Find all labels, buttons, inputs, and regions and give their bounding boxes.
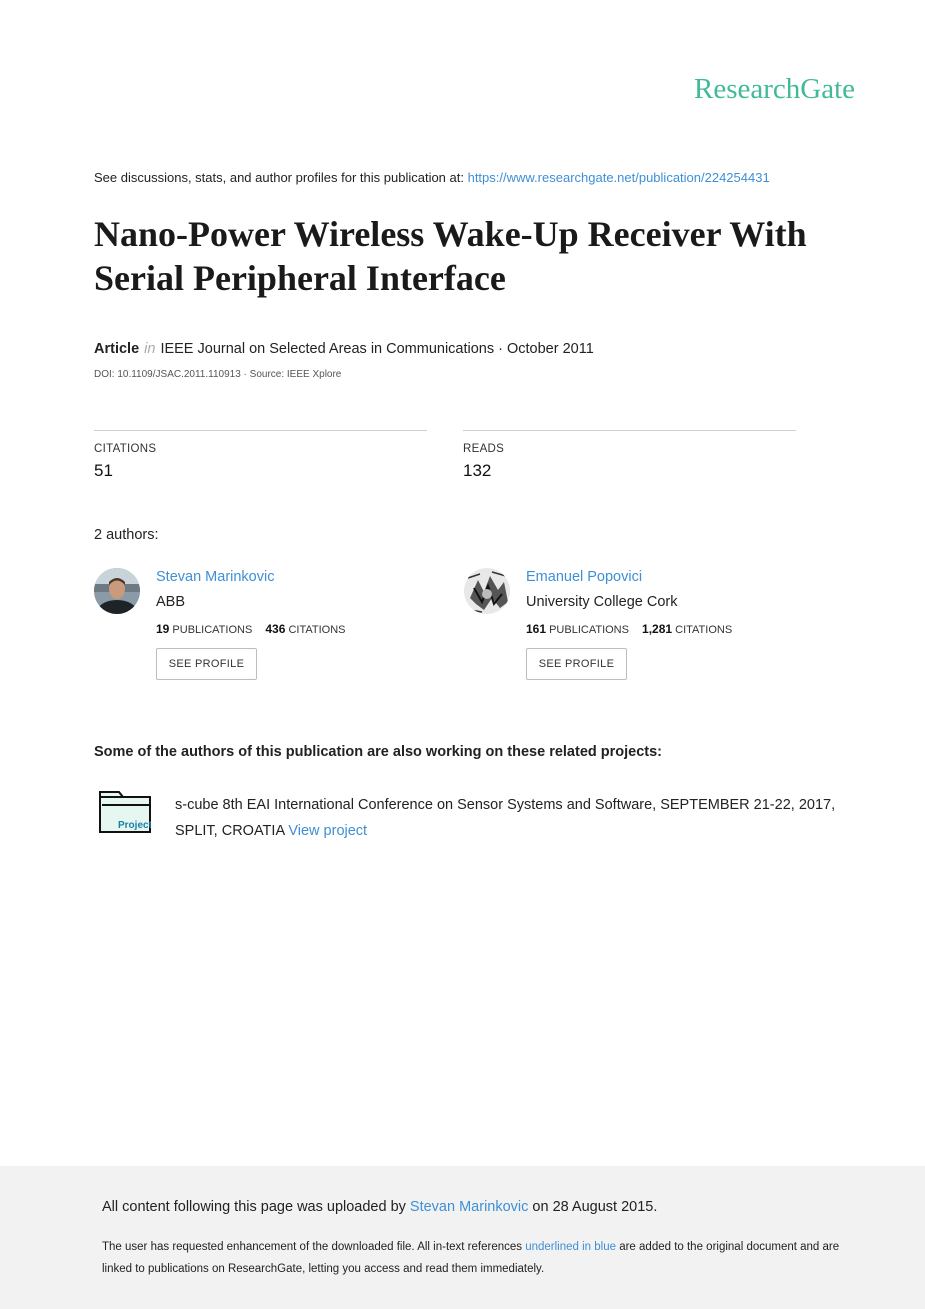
see-profile-button[interactable]: SEE PROFILE [526, 648, 627, 680]
author-citations-label: CITATIONS [288, 624, 346, 636]
publication-url-link[interactable]: https://www.researchgate.net/publication/224254431 [467, 170, 770, 185]
project-icon-label: Project [118, 820, 151, 831]
doi-line: DOI: 10.1109/JSAC.2011.110913 · Source: IEEE Xplore [94, 369, 342, 380]
source-prefix: See discussions, stats, and author profiles for this publication at: [94, 170, 468, 185]
project-folder-icon [99, 791, 151, 833]
author-publications-count: 161 [526, 622, 547, 636]
citations-stat [94, 430, 427, 481]
note-link: underlined in blue [525, 1241, 617, 1253]
publication-title: Nano-Power Wireless Wake-Up Receiver With Serial Peripheral Interface [94, 214, 807, 298]
uploaded-by-line [102, 1199, 657, 1215]
author-name-link[interactable]: Emanuel Popovici [526, 569, 643, 585]
publication-source-line [94, 170, 770, 185]
upload-footer [0, 1166, 925, 1309]
project-list-item [175, 792, 845, 844]
enhancement-note [102, 1236, 842, 1280]
in-word: in [144, 341, 156, 357]
reads-stat [463, 430, 796, 481]
publication-type: Article [94, 341, 140, 357]
author-citations-count: 436 [265, 622, 286, 636]
publication-meta [94, 341, 594, 357]
author-name-link[interactable]: Stevan Marinkovic [156, 569, 275, 585]
related-projects-heading: Some of the authors of this publication are also working on these related projects: [94, 744, 663, 760]
uploaded-suffix: on 28 August 2015. [528, 1199, 658, 1215]
authors-heading: 2 authors: [94, 527, 159, 543]
researchgate-logo[interactable]: ResearchGate [693, 73, 855, 105]
reads-value: 132 [463, 461, 492, 480]
author-publications-count: 19 [156, 622, 170, 636]
view-project-link[interactable]: View project [288, 823, 368, 839]
author-institution: University College Cork [526, 594, 678, 610]
author-stats [526, 622, 806, 636]
author-stats [156, 622, 436, 636]
author-avatar[interactable] [464, 568, 510, 614]
note-prefix: The user has requested enhancement of the downloaded file. All in-text references [102, 1241, 526, 1253]
author-publications-label: PUBLICATIONS [549, 624, 629, 636]
author-institution: ABB [156, 594, 186, 610]
see-profile-button[interactable]: SEE PROFILE [156, 648, 257, 680]
project-title: s-cube 8th EAI International Conference on Sensor Systems and Software, SEPTEMBER 21-22, 2017, SPLIT, CROATIA [175, 797, 836, 839]
publication-venue: IEEE Journal on Selected Areas in Communications · October 2011 [160, 341, 594, 357]
citations-value: 51 [94, 461, 113, 480]
uploaded-prefix: All content following this page was uploaded by [102, 1199, 410, 1215]
reads-label: READS [463, 443, 505, 455]
author-citations-count: 1,281 [642, 622, 673, 636]
author-citations-label: CITATIONS [675, 624, 733, 636]
note-suffix: are added to the original document and are linked to publications on ResearchGate, letting you access and read them immediately. [102, 1241, 840, 1275]
author-publications-label: PUBLICATIONS [172, 624, 253, 636]
uploader-link[interactable]: Stevan Marinkovic [409, 1199, 529, 1215]
citations-label: CITATIONS [94, 443, 157, 455]
author-avatar[interactable] [94, 568, 140, 614]
